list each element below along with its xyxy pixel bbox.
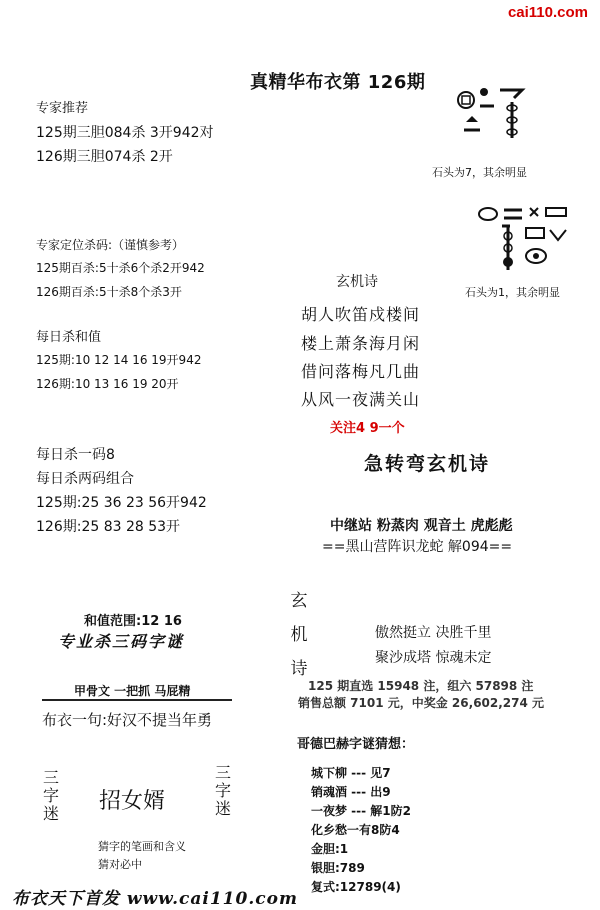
goedel-line-4: 化乡愁一有8防4 (311, 823, 400, 837)
draw-result-line-1: 125 期直选 15948 注，组六 57898 注 (308, 679, 534, 693)
right-label-char-3: 迷 (214, 799, 231, 818)
poem2-line-2: 聚沙成塔 惊魂未定 (375, 650, 492, 666)
sum-kill-line-1: 125期:10 12 14 16 19开942 (36, 353, 202, 367)
pictogram-1-caption: 石头为7，其余明显 (432, 166, 527, 179)
goedel-line-7: 复式:12789(4) (311, 880, 401, 894)
poem2-label-char-3: 诗 (290, 659, 308, 679)
poem2-line-1: 傲然挺立 决胜千里 (375, 625, 492, 641)
draw-result-line-2: 销售总额 7101 元，中奖金 26,602,274 元 (298, 696, 545, 710)
daily-kill-one: 每日杀一码8 (36, 447, 115, 463)
pro-kill-riddle-title: 专业杀三码字谜 (58, 632, 185, 651)
divider-rule (42, 699, 232, 701)
poem2-label-char-2: 机 (290, 625, 308, 645)
pictogram-riddle-1 (450, 76, 530, 146)
poem1-line-4: 从风一夜满关山 (301, 390, 421, 409)
position-kill-line-1: 125期百杀:5十杀6个杀2开942 (36, 261, 205, 275)
right-label-char-2: 字 (214, 781, 231, 800)
riddle-hint-1: 猜字的笔画和含义 (98, 840, 186, 853)
sum-kill-heading: 每日杀和值 (36, 330, 102, 345)
goedel-line-5: 金胆:1 (311, 842, 349, 856)
left-label-char-2: 字 (42, 786, 59, 805)
goedel-line-2: 销魂酒 --- 出9 (311, 785, 391, 799)
poem2-vertical-label (289, 584, 309, 686)
attention-note: 关注4 9一个 (330, 421, 405, 436)
poem1-line-2: 楼上萧条海月闲 (301, 334, 421, 353)
sum-range: 和值范围:12 16 (84, 614, 182, 629)
poem1-line-1: 胡人吹笛戍楼间 (301, 305, 421, 324)
expert-line-2: 126期三胆074杀 2开 (36, 149, 173, 165)
position-kill-heading: 专家定位杀码:（谨慎参考） (36, 238, 185, 252)
expert-line-1: 125期三胆084杀 3开942对 (36, 125, 214, 141)
riddle-main: 招女婿 (99, 789, 166, 814)
daily-kill-line-1: 125期:25 36 23 56开942 (36, 495, 207, 511)
position-kill-line-2: 126期百杀:5十杀8个杀3开 (36, 285, 182, 299)
right-riddle-label (214, 764, 232, 818)
site-brand: cai110.com (507, 4, 588, 21)
buyi-sentence: 布衣一句:好汉不提当年勇 (42, 711, 213, 729)
daily-kill-line-2: 126期:25 83 28 53开 (36, 519, 181, 535)
page-title: 真精华布衣第 126期 (250, 72, 426, 93)
left-label-char-3: 迷 (42, 804, 59, 823)
riddle-poem-header: 急转弯玄机诗 (364, 453, 491, 475)
poem2-label-char-1: 玄 (290, 591, 308, 611)
poem1-line-3: 借问落梅凡几曲 (301, 362, 421, 381)
goedel-line-3: 一夜梦 --- 解1防2 (311, 804, 411, 818)
goedel-line-1: 城下柳 --- 见7 (311, 766, 391, 780)
expert-heading: 专家推荐 (36, 101, 89, 116)
riddle-hint-2: 猜对必中 (98, 858, 142, 871)
pictogram-2-caption: 石头为1，其余明显 (465, 286, 560, 299)
left-riddle-label (42, 769, 60, 823)
daily-kill-two: 每日杀两码组合 (36, 471, 134, 487)
right-label-char-1: 三 (214, 763, 231, 782)
goedel-line-6: 银胆:789 (311, 861, 365, 875)
left-label-char-1: 三 (42, 768, 59, 787)
oracle-line: 甲骨文 一把抓 马屁精 (74, 684, 191, 698)
goedel-heading: 哥德巴赫字谜猜想： (297, 737, 415, 752)
relay-line-2: ==黑山营阵识龙蛇 解094== (322, 539, 513, 555)
poem1-title: 玄机诗 (336, 274, 378, 290)
footer-source: 布衣天下首发 www.cai110.com (12, 889, 298, 909)
sum-kill-line-2: 126期:10 13 16 19 20开 (36, 377, 179, 391)
pictogram-riddle-2 (474, 204, 574, 276)
relay-line-1: 中继站 粉蒸肉 观音土 虎彪彪 (330, 518, 513, 534)
